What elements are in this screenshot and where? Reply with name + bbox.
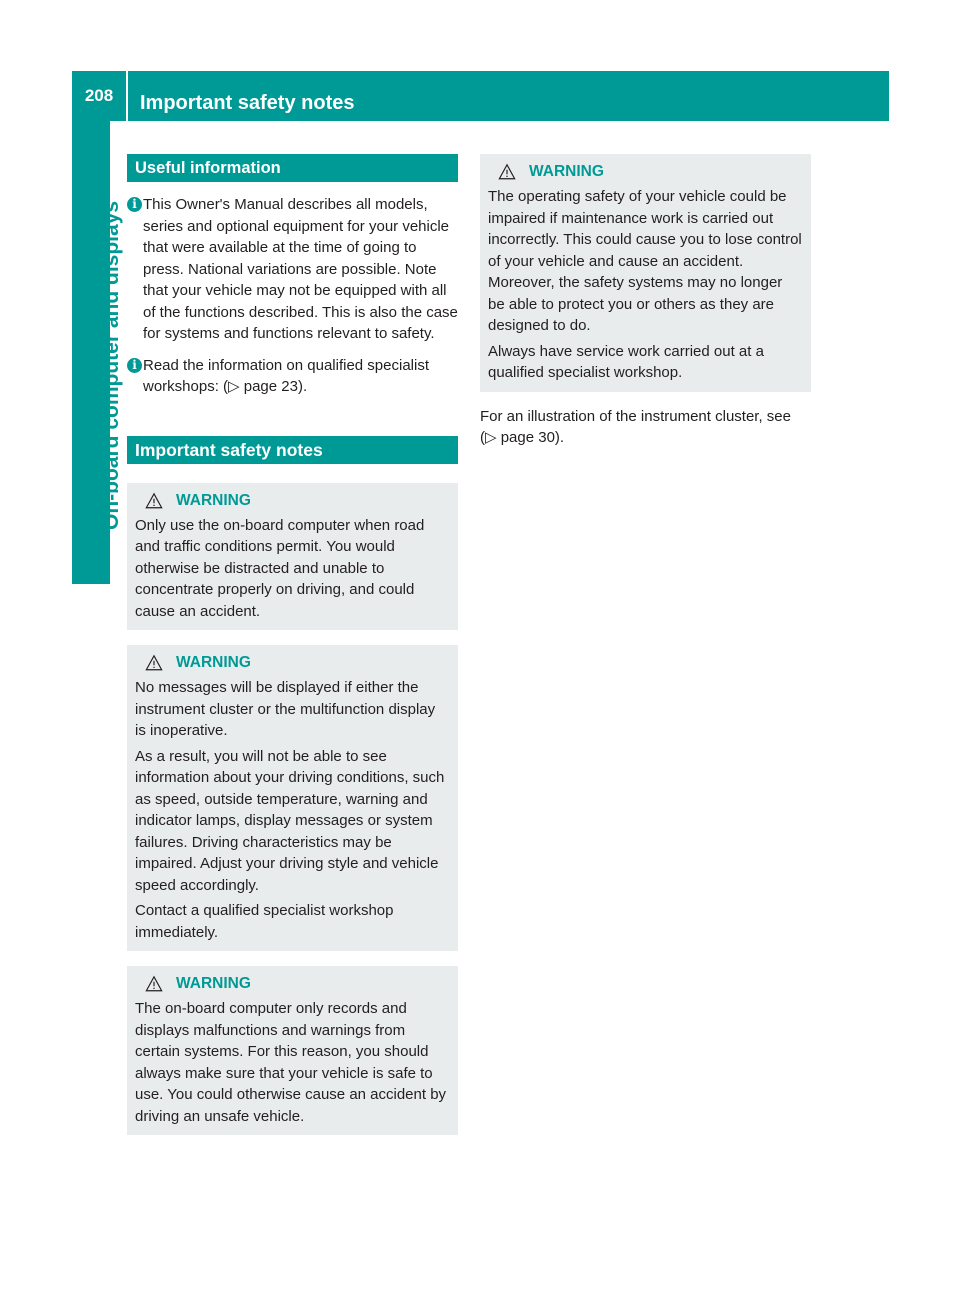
- warning-text: Only use the on-board computer when road and traffic conditions permit. You would otherwise be distracted and unable to concentrate properly on driving, and could cause an accident.: [135, 516, 425, 620]
- header-divider: [126, 71, 128, 121]
- warning-triangle-icon: [145, 975, 163, 993]
- warning-text: Always have service work carried out at a qualified specialist workshop.: [488, 342, 764, 381]
- warning-text: No messages will be displayed if either the instrument cluster or the multifunction display is inoperative.: [135, 679, 436, 739]
- warning-triangle-icon: [498, 163, 516, 181]
- page-title: Important safety notes: [140, 92, 355, 114]
- useful-information-heading: Useful information: [127, 154, 458, 182]
- instrument-cluster-reference: For an illustration of the instrument cluster, see (▷ page 30).: [480, 407, 791, 446]
- chapter-tab-label: On-board computer and displays: [100, 200, 123, 530]
- warning-title: WARNING: [135, 651, 450, 675]
- warning-box: [480, 154, 811, 392]
- info-icon: i: [127, 197, 142, 212]
- page-number: 208: [84, 86, 114, 105]
- warning-text: Contact a qualified specialist workshop immediately.: [135, 902, 394, 941]
- warning-triangle-icon: [145, 654, 163, 672]
- warning-triangle-icon: [145, 492, 163, 510]
- warning-text: The operating safety of your vehicle could be impaired if maintenance work is carried out incorrectly. This could cause you to lose control of your vehicle and cause an accident. Moreover, the safety systems may no longer be able to protect you or others as they are designed to do.: [488, 188, 802, 334]
- right-column: [480, 154, 811, 449]
- important-safety-notes-heading: Important safety notes: [127, 436, 458, 464]
- info-text: Read the information on qualified specialist workshops: (▷ page 23).: [143, 356, 430, 395]
- warning-title: WARNING: [135, 489, 450, 513]
- info-item: [127, 194, 458, 345]
- warning-box: [127, 966, 458, 1135]
- warning-box: [127, 645, 458, 951]
- info-text: This Owner's Manual describes all models, series and optional equipment for your vehicle that were available at the time of going to press. National variations are possible. Note that your vehicle may not be equipped with all of the functions described. This is also the case for systems and functions relevant to safety.: [143, 196, 458, 342]
- warning-title: WARNING: [488, 160, 803, 184]
- warning-box: [127, 483, 458, 631]
- warning-text: The on-board computer only records and displays malfunctions and warnings from certain systems. For this reason, you should always make sure that your vehicle is safe to use. You could otherwise cause an accident by driving an unsafe vehicle.: [135, 1000, 447, 1125]
- warning-text: As a result, you will not be able to see information about your driving conditions, such as speed, outside temperature, warning and indicator lamps, display messages or system failures. Driving characteristics may be impaired. Adjust your driving style and vehicle speed accordingly.: [135, 747, 445, 894]
- left-column: [127, 154, 458, 1135]
- warning-title: WARNING: [135, 972, 450, 996]
- info-icon: i: [127, 358, 142, 373]
- info-item: [127, 355, 458, 398]
